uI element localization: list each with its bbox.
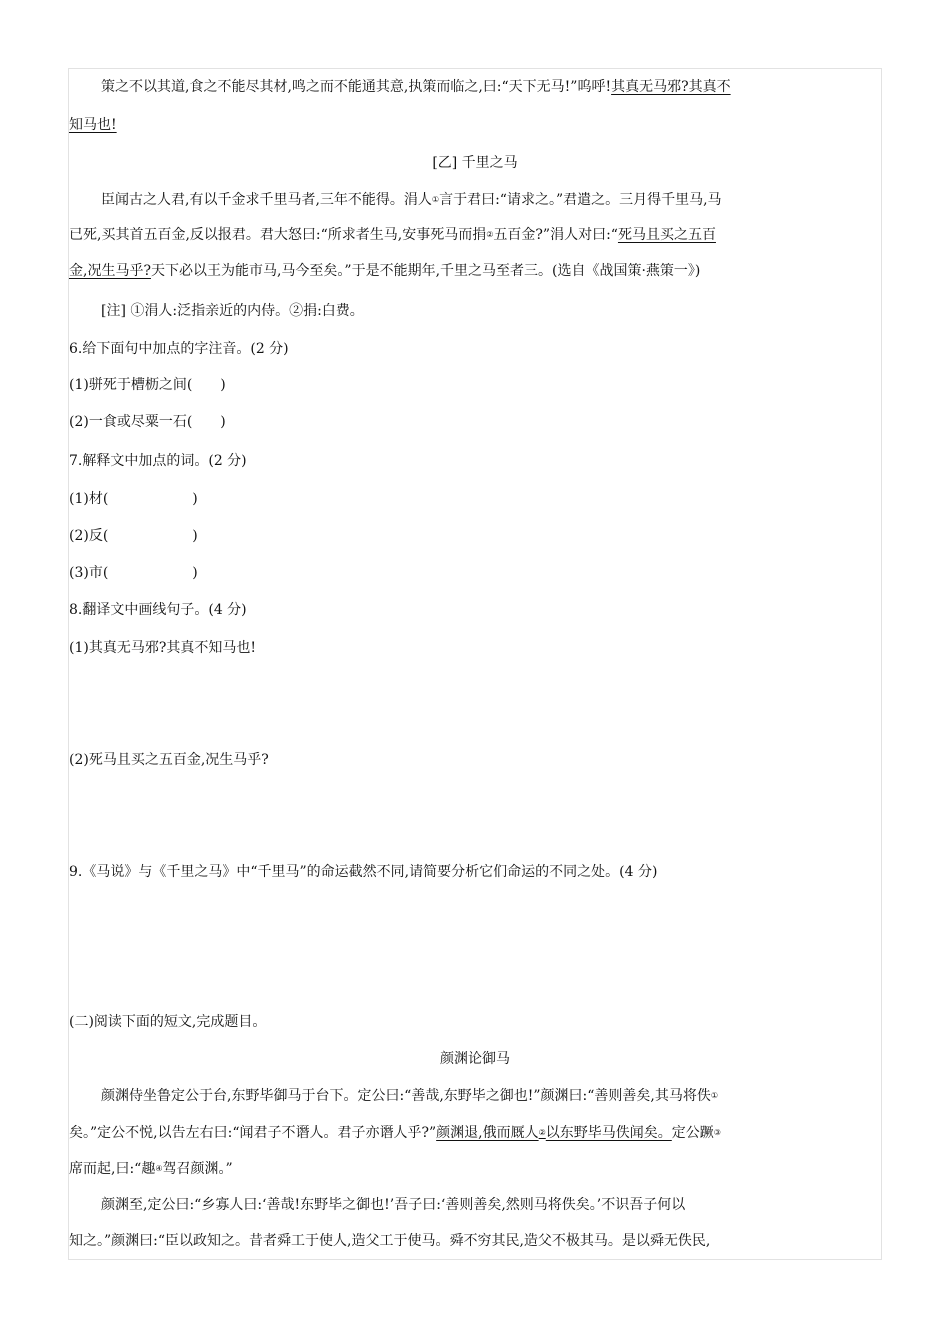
text: 臣闻古之人君,有以千金求千里马者,三年不能得。涓人 [101, 192, 432, 208]
text: 五百金?”涓人对曰:“ [493, 227, 618, 243]
s2-line-2 [69, 1123, 721, 1143]
section-2-title: 颜渊论御马 [440, 1051, 510, 1067]
section-2-heading: (二)阅读下面的短文,完成题目。 [69, 1014, 267, 1030]
note-marker: ② [538, 1128, 546, 1137]
yi-line-2 [69, 225, 716, 245]
text: 矣。”定公不悦,以告左右曰:“闻君子不谮人。君子亦谮人乎?” [69, 1125, 437, 1141]
underlined-sentence: 颜渊退,俄而厩人 [436, 1125, 539, 1141]
question-6-1: (1)骈死于槽枥之间( ) [69, 377, 226, 393]
text: 席而起,曰:“趣 [69, 1161, 156, 1177]
passage-yi-title: [乙] 千里之马 [432, 155, 518, 171]
question-6-2: (2)一食或尽粟一石( ) [69, 414, 226, 430]
underlined-sentence: 以东野毕马佚闻矣。 [545, 1125, 672, 1141]
yi-line-3 [69, 261, 700, 281]
jia-line-2 [69, 115, 117, 135]
s2-line-1 [101, 1086, 718, 1106]
yi-line-1 [101, 190, 722, 210]
yi-notes: [注] ①涓人:泛指亲近的内侍。②捐:白费。 [101, 303, 364, 319]
s2-line-3 [69, 1159, 233, 1179]
note-marker: ① [431, 195, 440, 204]
question-6: 6.给下面句中加点的字注音。(2 分) [69, 341, 289, 357]
underlined-sentence: 金,况生马乎? [69, 263, 151, 279]
text: 颜渊侍坐鲁定公于台,东野毕御马于台下。定公曰:“善哉,东野毕之御也!”颜渊曰:“善则善矣,其马将佚 [101, 1088, 711, 1104]
question-8-2: (2)死马且买之五百金,况生马乎? [69, 752, 269, 768]
underlined-sentence: 知马也! [69, 117, 117, 133]
question-7-2: (2)反( ) [69, 528, 198, 544]
question-7-1: (1)材( ) [69, 491, 198, 507]
underlined-sentence: 其真无马邪?其真不 [611, 79, 731, 95]
note-marker: ① [710, 1091, 719, 1100]
text: 言于君曰:“请求之。”君遣之。三月得千里马,马 [439, 192, 722, 208]
document-page [68, 68, 882, 1260]
text: 驾召颜渊。” [162, 1161, 233, 1177]
question-7-3: (3)市( ) [69, 565, 198, 581]
question-9: 9.《马说》与《千里之马》中“千里马”的命运截然不同,请简要分析它们命运的不同之处。(4 分) [69, 864, 658, 880]
text: 策之不以其道,食之不能尽其材,鸣之而不能通其意,执策而临之,曰:“天下无马!”呜呼! [101, 79, 612, 95]
s2-line-5: 知之。”颜渊曰:“臣以政知之。昔者舜工于使人,造父工于使马。舜不穷其民,造父不极其马。是以舜无佚民, [69, 1233, 711, 1249]
note-marker: ③ [713, 1128, 721, 1137]
underlined-sentence: 死马且买之五百 [617, 227, 716, 243]
question-8-1: (1)其真无马邪?其真不知马也! [69, 640, 256, 656]
note-marker: ② [486, 230, 494, 239]
s2-line-4: 颜渊至,定公曰:“乡寡人曰:‘善哉!东野毕之御也!’吾子曰:‘善则善矣,然则马将佚矣。’不识吾子何以 [101, 1197, 686, 1213]
text: 天下必以王为能市马,马今至矣。”于是不能期年,千里之马至者三。(选自《战国策·燕策一》) [150, 263, 701, 279]
question-7: 7.解释文中加点的词。(2 分) [69, 453, 247, 469]
text: 定公蹶 [671, 1125, 714, 1141]
jia-line-1 [101, 77, 731, 97]
text: 已死,买其首五百金,反以报君。君大怒曰:“所求者生马,安事死马而捐 [69, 227, 487, 243]
note-marker: ④ [155, 1164, 163, 1173]
question-8: 8.翻译文中画线句子。(4 分) [69, 602, 247, 618]
